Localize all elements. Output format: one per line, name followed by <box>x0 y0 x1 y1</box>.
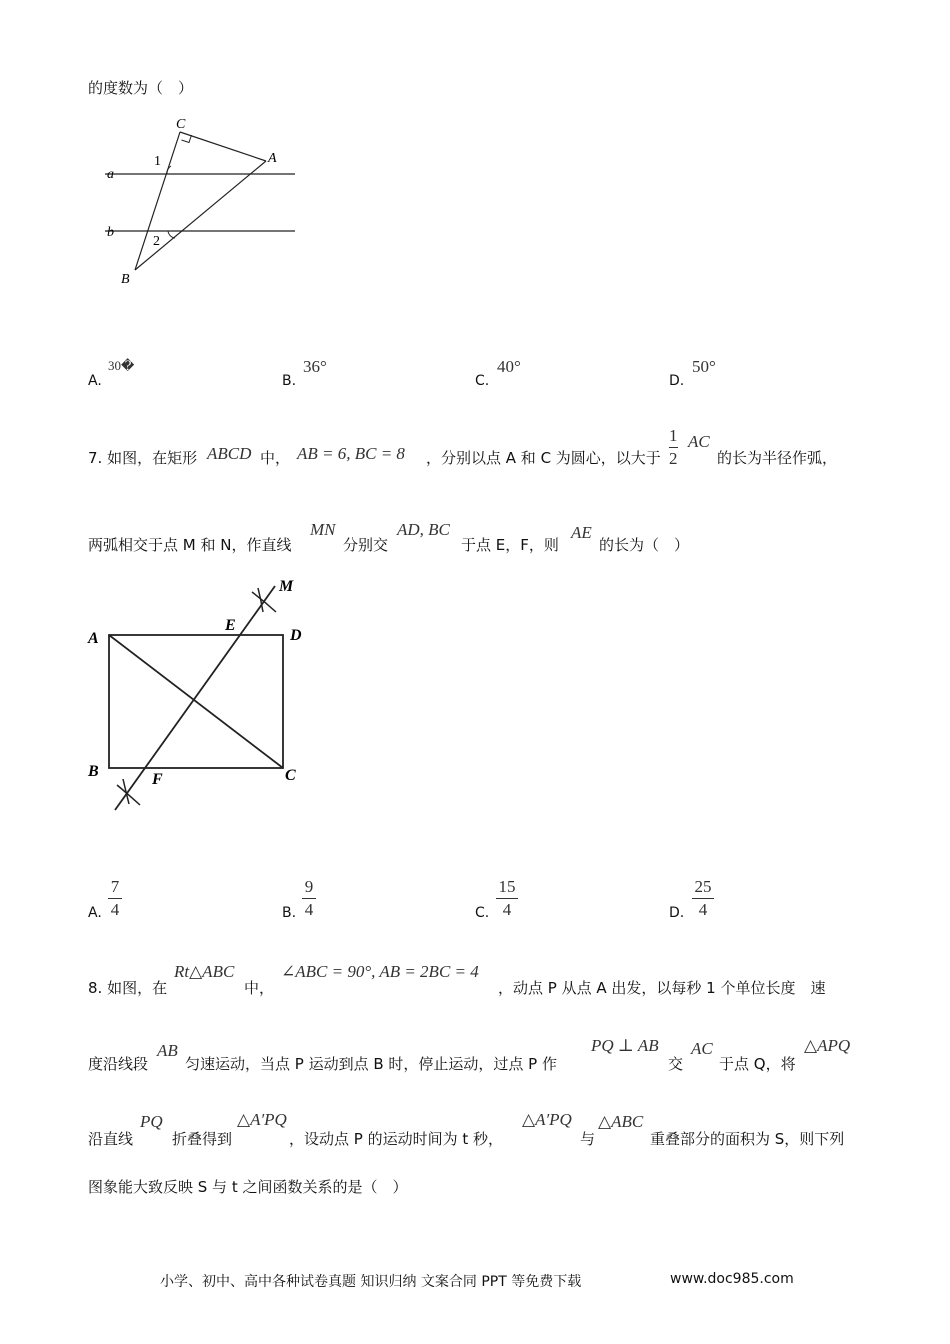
q7-half-of: AC <box>688 432 710 451</box>
arc-near-m-1 <box>252 592 276 612</box>
q7-line1-c: ，分别以点 A 和 C 为圆心，以大于 <box>426 449 661 467</box>
q8-line3-c: ，设动点 P 的运动时间为 t 秒， <box>289 1130 504 1148</box>
q8-line3-d: 与 <box>580 1130 596 1148</box>
angle-1-arc <box>167 166 171 174</box>
q7-option-d-frac: 25 4 <box>692 877 714 920</box>
label-a: a <box>107 167 114 182</box>
q7-half-fraction <box>669 426 678 469</box>
q6-triangle-figure <box>100 110 310 290</box>
q7-option-d-letter: D. <box>669 905 685 921</box>
q6-option-a-value: 30� <box>108 358 135 373</box>
label-M: M <box>279 578 294 595</box>
q7-line2-d: 的长为（ ） <box>599 536 690 554</box>
q8-tri-apq: △APQ <box>804 1036 851 1055</box>
q8-line1-a: 8. 如图，在 <box>88 979 168 997</box>
q8-line2-d: 于点 Q，将 <box>719 1055 796 1073</box>
label-angle-2: 2 <box>153 234 160 249</box>
line-mn <box>115 586 275 810</box>
q8-line1-b: 中， <box>244 979 275 997</box>
footer-link[interactable]: www.doc985.com <box>670 1271 794 1287</box>
q8-line1-c: ，动点 P 从点 A 出发，以每秒 1 个单位长度 速 <box>498 979 826 997</box>
q7-half-num: 1 <box>669 426 678 445</box>
label-b: b <box>107 225 114 240</box>
q7-seg-ae: AE <box>571 523 592 542</box>
q7-line2-c: 于点 E，F，则 <box>461 536 559 554</box>
label-C: C <box>285 767 296 784</box>
q6-option-b-value: 36° <box>303 357 327 376</box>
q6-option-a-letter: A. <box>88 373 102 389</box>
q7-line2-a: 两弧相交于点 M 和 N，作直线 <box>88 536 292 554</box>
label-A: A <box>268 151 277 166</box>
q8-tri-apq3: △A′PQ <box>522 1110 572 1129</box>
q8-line3-e: 重叠部分的面积为 S，则下列 <box>650 1130 845 1148</box>
q6-option-d-value: 50° <box>692 357 716 376</box>
q7-given: AB = 6, BC = 8 <box>297 444 405 463</box>
label-C: C <box>176 117 186 132</box>
label-F: F <box>152 771 163 788</box>
q8-line3-a: 沿直线 <box>88 1130 134 1148</box>
q7-rectangle-figure <box>80 570 320 820</box>
q7-option-a-letter: A. <box>88 905 102 921</box>
label-B: B <box>121 272 130 287</box>
q7-option-b-frac: 9 4 <box>302 877 316 920</box>
q7-line1-d: 的长为半径作弧， <box>717 449 838 467</box>
q8-tri-abc: △ABC <box>598 1112 644 1131</box>
q7-option-b-letter: B. <box>282 905 297 921</box>
q7-line-mn: MN <box>310 520 336 539</box>
label-A: A <box>88 630 99 647</box>
q8-seg-ab: AB <box>157 1041 178 1060</box>
q7-half-den: 2 <box>669 449 678 468</box>
q8-line2-b: 匀速运动，当点 P 运动到点 B 时，停止运动，过点 P 作 <box>185 1055 557 1073</box>
q7-option-c-letter: C. <box>475 905 490 921</box>
label-angle-1: 1 <box>154 154 161 169</box>
q8-seg-ac: AC <box>691 1039 713 1058</box>
q7-sides: AD, BC <box>397 520 450 539</box>
q7-line2-b: 分别交 <box>343 536 389 554</box>
q7-line1-a: 7. 如图，在矩形 <box>88 449 198 467</box>
q7-option-a-frac: 7 4 <box>108 877 122 920</box>
q8-line3-b: 折叠得到 <box>172 1130 233 1148</box>
diagonal-ac <box>109 635 283 768</box>
side-ab <box>135 161 266 270</box>
q8-line2-c: 交 <box>668 1055 684 1073</box>
label-E: E <box>225 617 236 634</box>
right-angle-mark <box>182 135 192 143</box>
q6-option-c-value: 40° <box>497 357 521 376</box>
q7-option-c-frac: 15 4 <box>496 877 518 920</box>
side-cb <box>135 132 180 270</box>
label-D: D <box>290 627 302 644</box>
q6-option-c-letter: C. <box>475 373 490 389</box>
q7-line1-b: 中， <box>260 449 291 467</box>
side-ca <box>180 132 266 161</box>
label-B: B <box>88 763 99 780</box>
footer-left: 小学、初中、高中各种试卷真题 知识归纳 文案合同 PPT 等免费下载 <box>160 1274 582 1290</box>
q8-line4: 图象能大致反映 S 与 t 之间函数关系的是（ ） <box>88 1178 408 1196</box>
q8-seg-pq: PQ <box>140 1112 163 1131</box>
q6-option-d-letter: D. <box>669 373 685 389</box>
q8-line2-a: 度沿线段 <box>88 1055 149 1073</box>
q8-cond: ∠ABC = 90°, AB = 2BC = 4 <box>281 962 479 981</box>
q8-tri-apq2: △A′PQ <box>237 1110 287 1129</box>
q8-tri: Rt△ABC <box>174 962 235 981</box>
q6-stem-tail: 的度数为（ ） <box>88 79 194 97</box>
q8-perp: PQ ⊥ AB <box>591 1036 659 1055</box>
q7-rect-name: ABCD <box>207 444 252 463</box>
q6-option-b-letter: B. <box>282 373 297 389</box>
